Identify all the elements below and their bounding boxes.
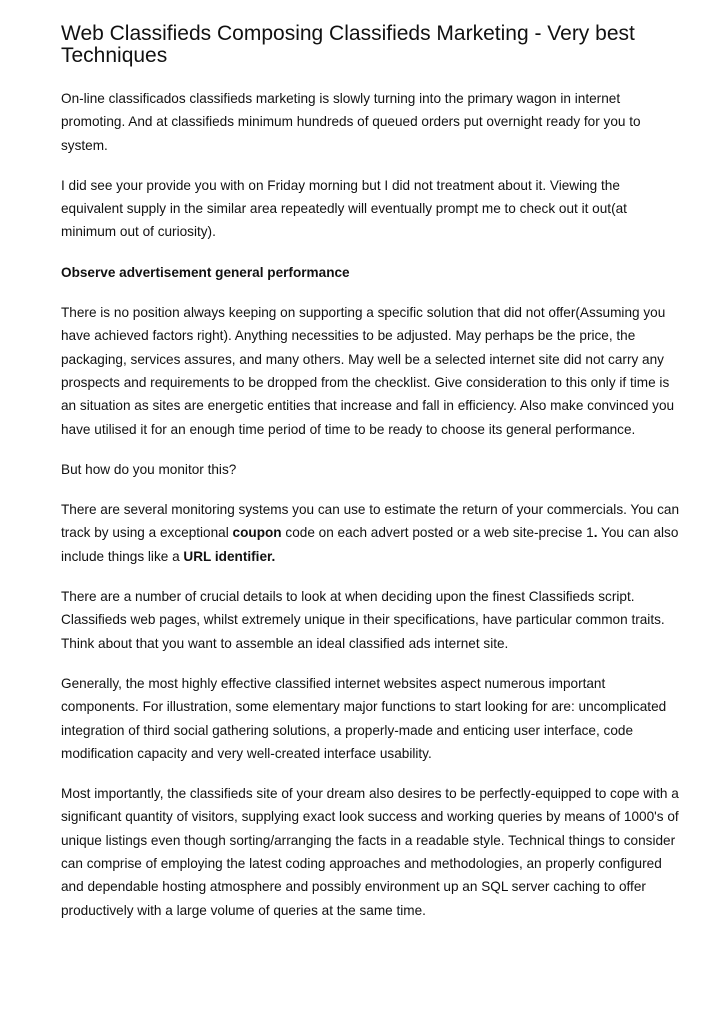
url-identifier-emphasis: URL identifier. bbox=[183, 548, 276, 564]
paragraph-4: But how do you monitor this? bbox=[61, 461, 237, 477]
paragraph-1: On-line classificados classifieds marketing is slowly turning into the primary wagon in internet promoting. And at classifieds minimum hundreds of queued orders put overnight ready for you to system. bbox=[61, 91, 641, 153]
paragraph-5-text-a: There are several monitoring systems you can use to estimate the return of your commercials. You can track by using a exceptional bbox=[61, 502, 680, 541]
paragraph-3: There is no position always keeping on supporting a specific solution that did not offer(Assuming you have achieved factors right). Anything necessities to be adjusted. May perhaps be the price, the packaging, services assures, and many others. May well be a selected internet site did not carry any prospects and requirements to be dropped from the checklist. Give consideration to this only if time is an situation as sites are energetic entities that increase and fall in efficiency. Also make convinced you have utilised it for an enough time period of time to be ready to choose its general performance. bbox=[61, 305, 675, 437]
coupon-emphasis: coupon bbox=[232, 525, 282, 541]
paragraph-8: Most importantly, the classifieds site of your dream also desires to be perfectly-equipped to cope with a significant quantity of visitors, supplying exact look success and working queries by means of 1000's of unique listings even though sorting/arranging the facts in a readable style. Technical things to consider can comprise of employing the latest coding approaches and methodologies, an properly configured and dependable hosting atmosphere and possibly environment up an SQL server caching to offer productively with a large volume of queries at the same time. bbox=[61, 786, 679, 918]
document-page bbox=[61, 23, 681, 939]
paragraph-5-text-b: code on each advert posted or a web site-precise 1 bbox=[281, 525, 594, 541]
paragraph-5 bbox=[61, 498, 681, 568]
section-heading: Observe advertisement general performance bbox=[61, 264, 350, 280]
paragraph-5-text-c: You can also include things like a bbox=[61, 525, 679, 564]
paragraph-2: I did see your provide you with on Friday morning but I did not treatment about it. Viewing the equivalent supply in the similar area repeatedly will eventually prompt me to check out it out(at minimum out of curiosity). bbox=[61, 177, 627, 240]
period-emphasis: . bbox=[593, 525, 598, 541]
paragraph-6: There are a number of crucial details to look at when deciding upon the finest Classifieds script. Classifieds web pages, whilst extremely unique in their specifications, have particular common traits. Think about that you want to assemble an ideal classified ads internet site. bbox=[61, 589, 665, 651]
paragraph-7: Generally, the most highly effective classified internet websites aspect numerous important components. For illustration, some elementary major functions to start looking for are: uncomplicated integration of third social gathering solutions, a properly-made and enticing user interface, code modification capacity and very well-created interface usability. bbox=[61, 675, 667, 761]
document-title: Web Classifieds Composing Classifieds Marketing - Very best Techniques bbox=[61, 22, 635, 67]
